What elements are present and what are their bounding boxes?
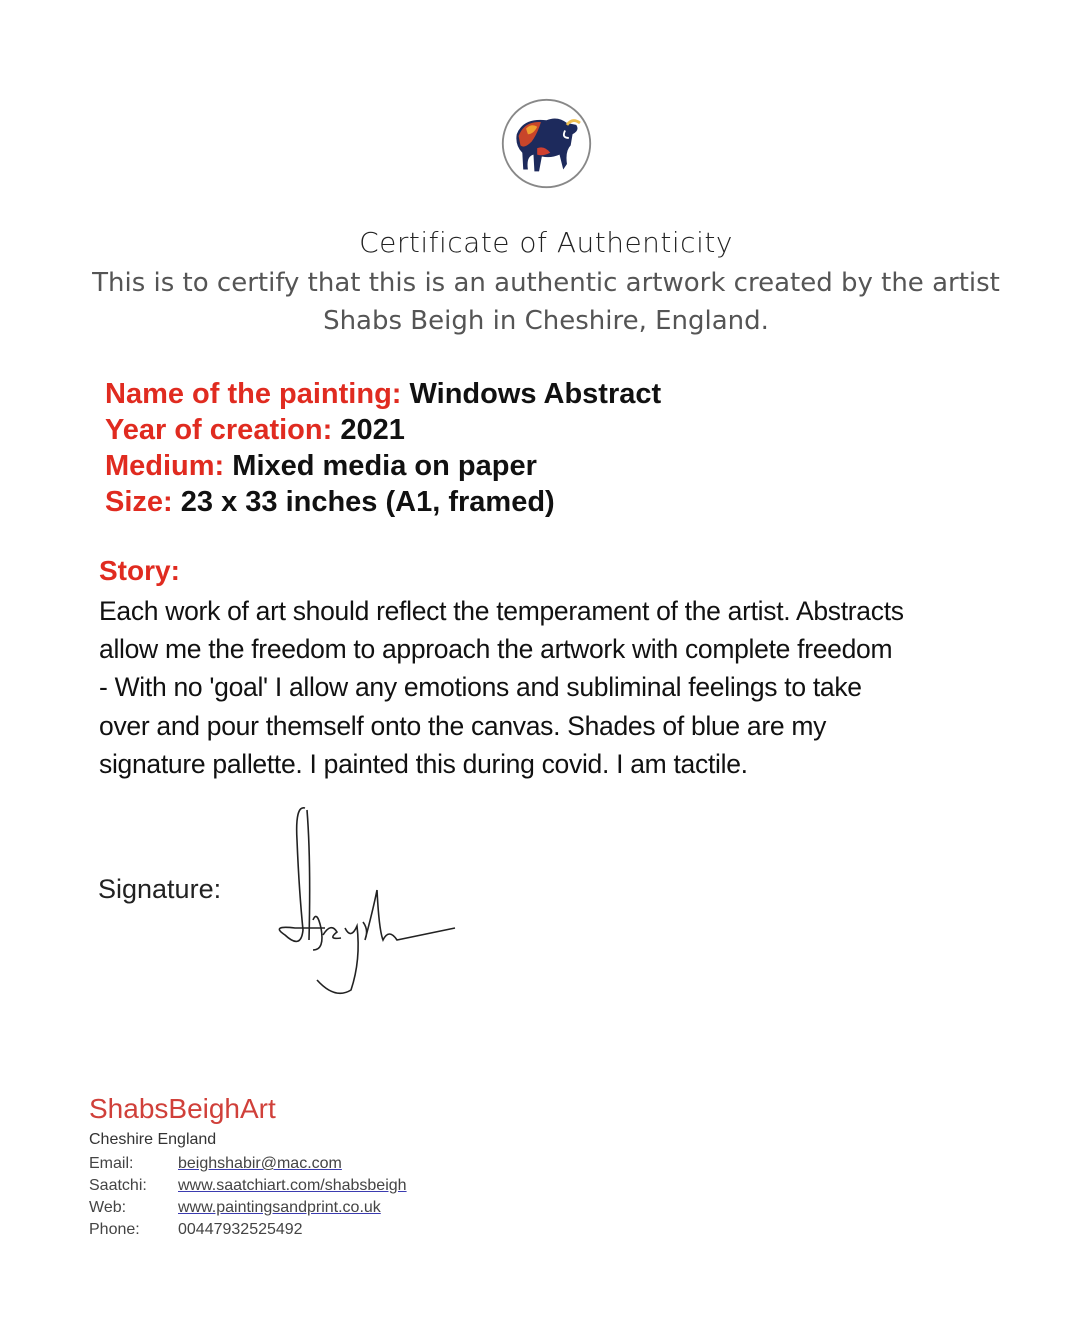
saatchi-link[interactable]: www.saatchiart.com/shabsbeigh	[178, 1177, 407, 1194]
field-size	[105, 486, 555, 519]
story-line: over and pour themself onto the canvas. Shades of blue are my	[99, 710, 827, 741]
field-value: 23 x 33 inches (A1, framed)	[180, 486, 555, 518]
phone-number: 00447932525492	[178, 1221, 303, 1238]
brand-location: Cheshire England	[89, 1131, 217, 1148]
contact-email	[89, 1155, 342, 1173]
contact-key: Phone:	[89, 1221, 140, 1238]
intro-line: This is to certify that this is an authentic artwork created by the artist	[92, 268, 1000, 298]
contact-key: Web:	[89, 1199, 127, 1216]
story-heading: Story:	[99, 555, 180, 586]
contact-key: Saatchi:	[89, 1177, 147, 1194]
signature-image	[265, 800, 465, 1005]
field-value: 2021	[340, 414, 405, 446]
field-value: Windows Abstract	[409, 378, 662, 410]
contact-key: Email:	[89, 1155, 134, 1172]
web-link[interactable]: www.paintingsandprint.co.uk	[178, 1199, 381, 1216]
contact-phone	[89, 1221, 303, 1239]
story-text	[99, 592, 999, 783]
field-label: Name of the painting:	[105, 378, 402, 410]
story-line: allow me the freedom to approach the artwork with complete freedom	[99, 634, 893, 665]
contact-web	[89, 1199, 381, 1217]
bull-logo-icon	[500, 97, 593, 190]
signature-label: Signature:	[98, 874, 222, 904]
email-link[interactable]: beighshabir@mac.com	[178, 1155, 342, 1172]
brand-name: ShabsBeighArt	[89, 1093, 276, 1124]
story-line: - With no 'goal' I allow any emotions and subliminal feelings to take	[99, 672, 862, 703]
field-value: Mixed media on paper	[232, 450, 537, 482]
field-label: Year of creation:	[105, 414, 333, 446]
intro-line: Shabs Beigh in Cheshire, England.	[323, 306, 769, 336]
field-painting-name	[105, 378, 661, 411]
field-label: Medium:	[105, 450, 225, 482]
field-medium	[105, 450, 537, 483]
story-line: Each work of art should reflect the temperament of the artist. Abstracts	[99, 596, 904, 626]
contact-saatchi	[89, 1177, 407, 1195]
story-line: signature pallette. I painted this during covid. I am tactile.	[99, 748, 748, 779]
field-year	[105, 414, 405, 447]
certificate-title: Certificate of Authenticity	[359, 226, 733, 259]
field-label: Size:	[105, 486, 173, 518]
